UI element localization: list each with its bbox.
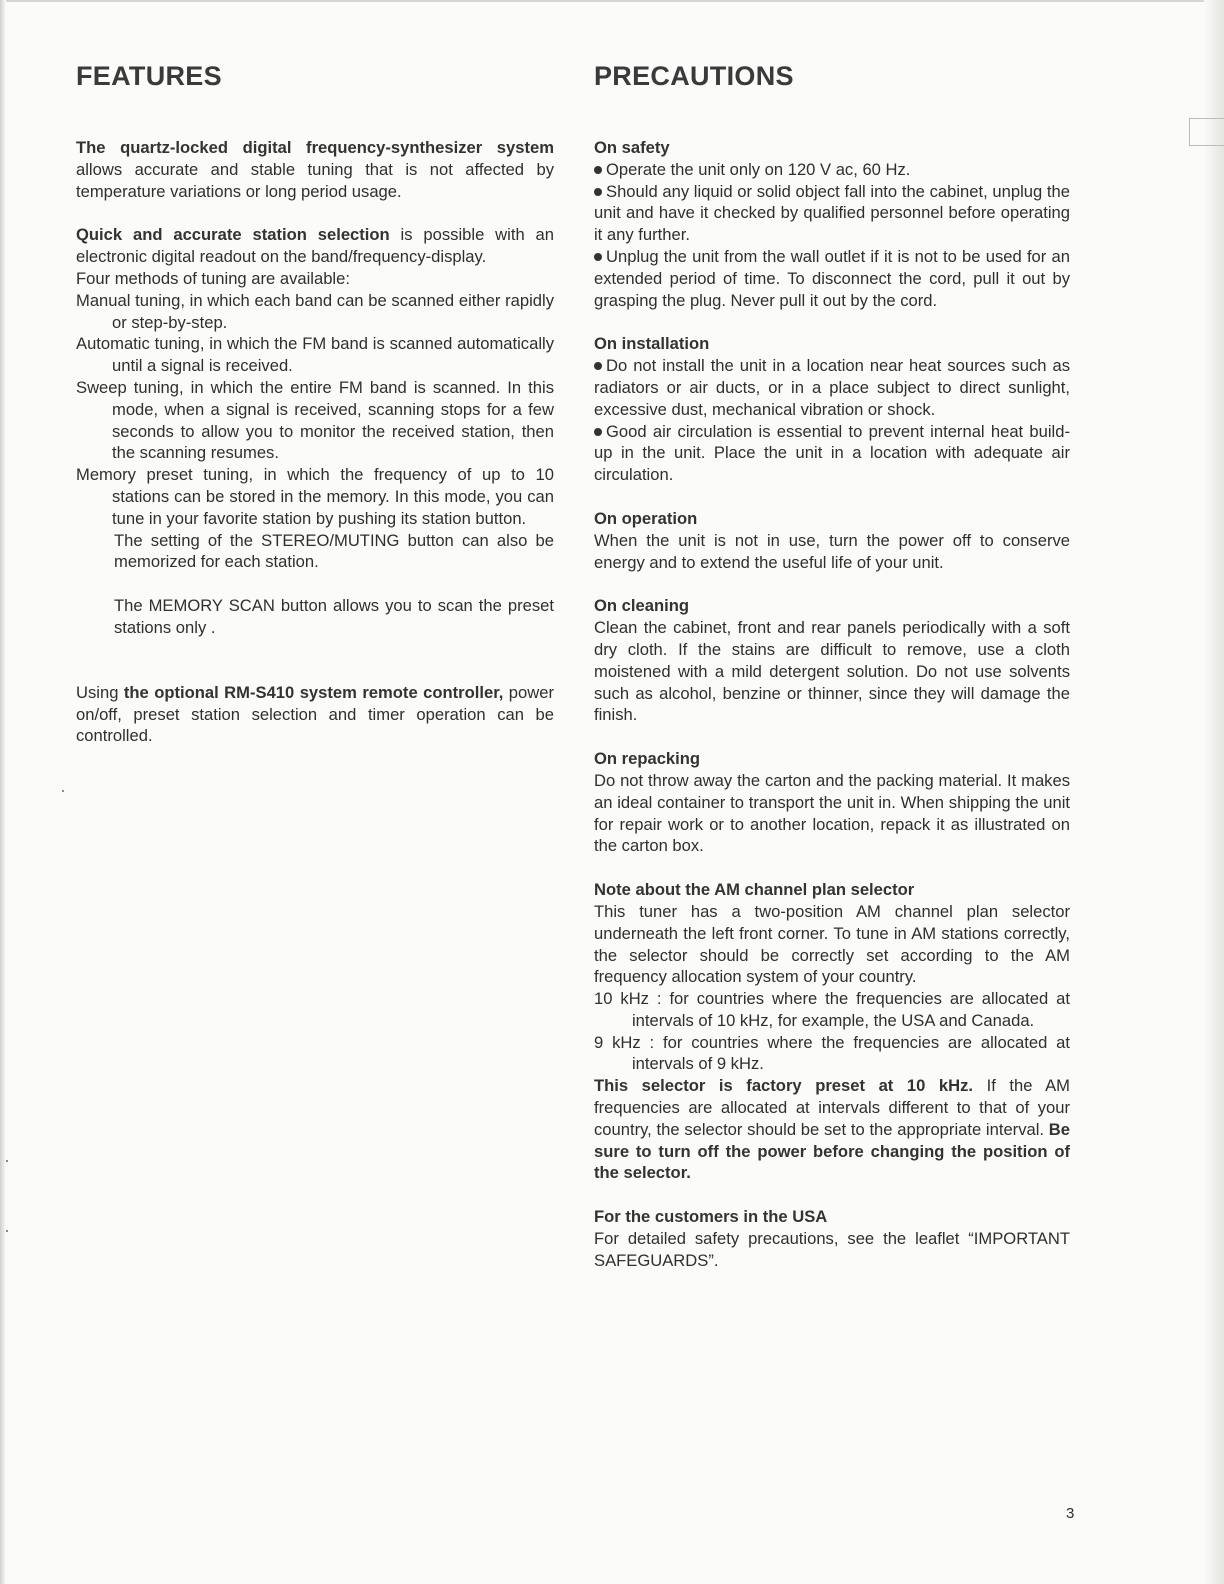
bullet-icon (594, 253, 602, 261)
safety-item-text: Should any liquid or solid object fall into the cabinet, unplug the unit and have it checked by qualified personnel before operating it any further. (594, 181, 1070, 245)
scan-edge-right (1204, 0, 1224, 1584)
scan-speck (6, 1160, 8, 1162)
installation-item-text: Good air circulation is essential to prevent internal heat build-up in the unit. Place the unit in a location with adequate air circulation. (594, 421, 1070, 485)
safety-item (594, 159, 1070, 181)
bullet-icon (594, 428, 602, 436)
features-quartz-text: allows accurate and stable tuning that is not affected by temperature variations or long period usage. (76, 159, 554, 201)
scan-edge-top (0, 0, 1224, 2)
safety-item (594, 246, 1070, 311)
features-method-memory-note: The setting of the STEREO/MUTING button can also be memorized for each station. (114, 530, 554, 572)
features-remote-pre: Using (76, 682, 124, 702)
features-paragraph-selection (76, 224, 554, 268)
bullet-icon (594, 166, 602, 174)
installation-item (594, 421, 1070, 486)
am-preset-text: If the AM frequencies are allocated at intervals different to that of your country, the selector should be set to the appropriate interval. (594, 1076, 1070, 1139)
features-method-memory: Memory preset tuning, in which the frequency of up to 10 stations can be stored in the memory. In this mode, you can tune in your favorite station by pushing its station button. (76, 465, 554, 528)
bullet-icon (594, 188, 602, 196)
operation-heading: On operation (594, 508, 698, 528)
am-9khz-item: 9 kHz : for countries where the frequencies are allocated at intervals of 9 kHz. (594, 1032, 1070, 1074)
features-remote-bold: the optional RM-S410 system remote controller, (123, 682, 504, 702)
operation-text: When the unit is not in use, turn the power off to conserve energy and to extend the useful life of your unit. (594, 530, 1070, 572)
am-selector-heading: Note about the AM channel plan selector (594, 880, 915, 900)
features-quartz-bold: The quartz-locked digital frequency-synthesizer system (76, 138, 554, 157)
bullet-icon (594, 362, 602, 370)
features-method-automatic: Automatic tuning, in which the FM band is scanned automatically until a signal is received. (76, 334, 554, 376)
am-preset-paragraph (594, 1075, 1070, 1184)
usa-heading: For the customers in the USA (594, 1207, 828, 1227)
binding-mark (1189, 118, 1224, 146)
installation-item-text: Do not install the unit in a location near heat sources such as radiators or air ducts, or in a place subject to direct sunlight, excessive dust, mechanical vibration or shock. (594, 356, 1070, 419)
safety-item-text: Operate the unit only on 120 V ac, 60 Hz. (606, 159, 911, 179)
usa-text: For detailed safety precautions, see the leaflet “IMPORTANT SAFEGUARDS”. (594, 1229, 1070, 1270)
features-selection-bold: Quick and accurate station selection (76, 225, 390, 245)
features-method-manual: Manual tuning, in which each band can be scanned either rapidly or step-by-step. (76, 290, 554, 332)
features-memory-scan: The MEMORY SCAN button allows you to scan the preset stations only . (114, 596, 554, 637)
safety-item-text: Unplug the unit from the wall outlet if it is not to be used for an extended period of time. To disconnect the cord, pull it out by grasping the plug. Never pull it out by the cord. (594, 246, 1070, 310)
am-10khz-item: 10 kHz : for countries where the frequencies are allocated at intervals of 10 kHz, for example, the USA and Canada. (594, 989, 1070, 1030)
cleaning-heading: On cleaning (594, 596, 689, 616)
features-remote-text: power on/off, preset station selection and timer operation can be controlled. (76, 682, 554, 746)
safety-item (594, 181, 1070, 246)
features-method-sweep: Sweep tuning, in which the entire FM band is scanned. In this mode, when a signal is received, scanning stops for a few seconds to allow you to monitor the received station, then the scanning resumes. (76, 377, 554, 463)
repacking-heading: On repacking (594, 749, 701, 769)
page-number: 3 (1066, 1505, 1075, 1522)
precautions-title: PRECAUTIONS (594, 61, 794, 91)
scan-speck (62, 790, 64, 792)
am-warning-bold: Be sure to turn off the power before changing the position of the selector. (594, 1119, 1070, 1183)
features-paragraph-remote (76, 682, 554, 747)
features-methods-intro: Four methods of tuning are available: (76, 268, 350, 288)
features-paragraph-quartz (76, 137, 554, 202)
scan-edge-left (0, 0, 6, 1584)
precautions-body (594, 137, 1070, 1272)
installation-heading: On installation (594, 334, 710, 354)
safety-heading: On safety (594, 138, 670, 157)
scan-speck (6, 1230, 8, 1232)
am-preset-bold: This selector is factory preset at 10 kHz. (594, 1076, 974, 1096)
features-selection-text: is possible with an electronic digital readout on the band/frequency-display. (76, 225, 554, 267)
cleaning-text: Clean the cabinet, front and rear panels periodically with a soft dry cloth. If the stains are difficult to remove, use a cloth moistened with a mild detergent solution. Do not use solvents such as alcohol, benzine or thinner, since they will damage the finish. (594, 618, 1070, 725)
features-body (76, 137, 554, 747)
repacking-text: Do not throw away the carton and the packing material. It makes an ideal container to transport the unit in. When shipping the unit for repair work or to another location, repack it as illustrated on the carton box. (594, 770, 1070, 856)
features-title: FEATURES (76, 61, 222, 91)
am-selector-text: This tuner has a two-position AM channel plan selector underneath the left front corner. To tune in AM stations correctly, the selector should be correctly set according to the AM frequency allocation system of your country. (594, 901, 1070, 987)
installation-item (594, 355, 1070, 420)
